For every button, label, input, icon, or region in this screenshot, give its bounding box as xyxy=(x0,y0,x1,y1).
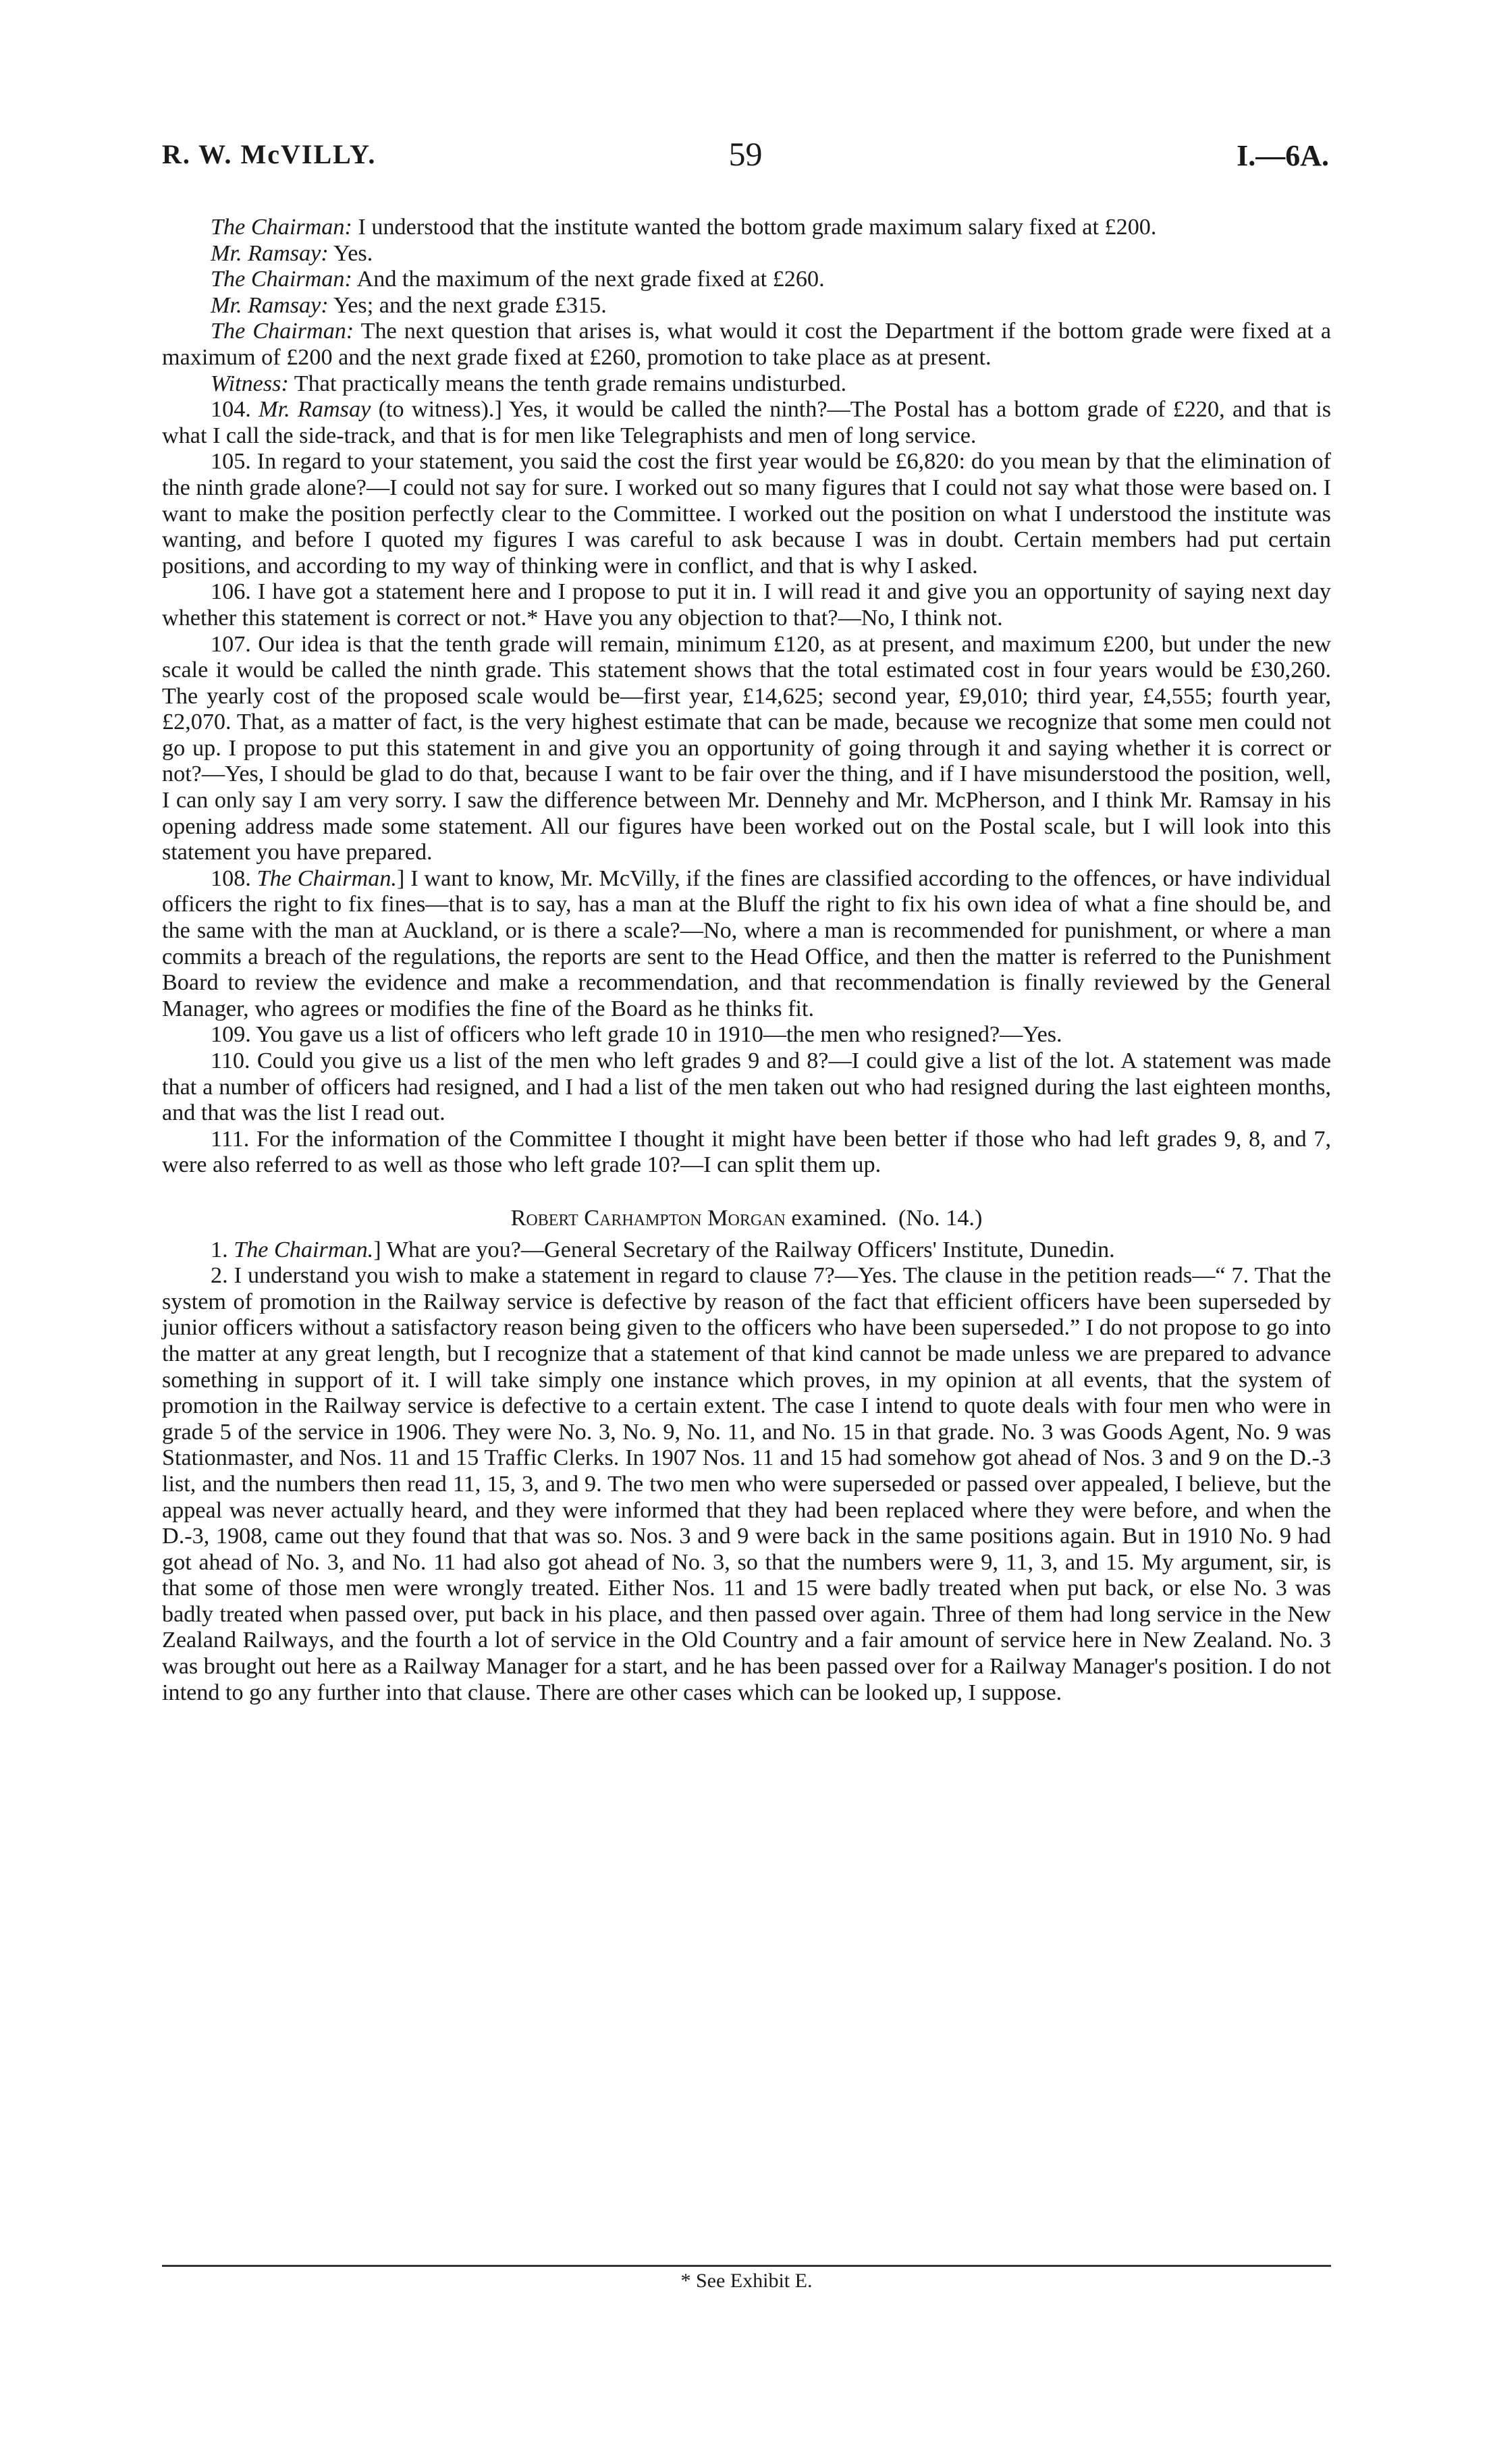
paragraph: 111. For the information of the Committee I thought it might have been better if those who had left grades 9, 8, and 7, were also referred to as well as those who left grade 10?—I can split them up. xyxy=(162,1126,1332,1178)
paragraph: 104. Mr. Ramsay (to witness).] Yes, it would be called the ninth?—The Postal has a bottom grade of £220, and that is what I call the side-track, and that is for men like Telegraphists and men of long service. xyxy=(162,397,1332,448)
paragraph: 110. Could you give us a list of the men who left grades 9 and 8?—I could give a list of the lot. A statement was made that a number of officers had resigned, and I had a list of the men taken out who had resigned during the last eighteen months, and that was the list I read out. xyxy=(162,1048,1332,1126)
paragraph: Mr. Ramsay: Yes. xyxy=(211,240,373,266)
paragraph: 2. I understand you wish to make a statement in regard to clause 7?—Yes. The clause in the petition reads—“ 7. That the system of promotion in the Railway service is defective by reason of the fact that efficient officers have been superseded by junior officers without a satisfactory reason being given to the officers who have been superseded.” I do not propose to go into the matter at any great length, but I recognize that a statement of that kind cannot be made unless we are prepared to advance something in support of it. I will take simply one instance which proves, in my opinion at all events, that the system of promotion in the Railway service is defective to a certain extent. The case I intend to quote deals with four men who were in grade 5 of the service in 1906. They were No. 3, No. 9, No. 11, and No. 15 in that grade. No. 3 was Goods Agent, No. 9 was Stationmaster, and Nos. 11 and 15 Traffic Clerks. In 1907 Nos. 11 and 15 had somehow got ahead of Nos. 3 and 9 on the D.-3 list, and the numbers then read 11, 15, 3, and 9. The two men who were superseded or passed over appealed, I believe, but the appeal was never actually heard, and they were informed that they had been replaced where they were before, and when the D.-3, 1908, came out they found that that was so. Nos. 3 and 9 were back in the same positions again. But in 1910 No. 9 had got ahead of No. 3, and No. 11 had also got ahead of No. 3, so that the numbers were 9, 11, 3, and 15. My argument, sir, is that some of those men were wrongly treated. Either Nos. 11 and 15 were badly treated when put back, or else No. 3 was badly treated when passed over, put back in his place, and then passed over again. Three of them had long service in the New Zealand Railways, and the fourth a lot of service in the Old Country and a fair amount of service here in New Zealand. No. 3 was brought out here as a Railway Manager for a start, and he has been passed over for a Railway Manager's position. I do not intend to go any further into that clause. There are other cases which can be looked up, I suppose. xyxy=(162,1263,1331,1705)
paragraph: Mr. Ramsay: Yes; and the next grade £315. xyxy=(211,292,607,318)
paragraph: 1. The Chairman.] What are you?—General Secretary of the Railway Officers' Institute, Dunedin. xyxy=(211,1237,1115,1262)
paragraph: 107. Our idea is that the tenth grade will remain, minimum £120, as at present, and maximum £200, but under the new scale it would be called the ninth grade. This statement shows that the total estimated cost in four years would be £30,260. The yearly cost of the proposed scale would be—first year, £14,625; second year, £9,010; third year, £4,555; fourth year, £2,070. That, as a matter of fact, is the very highest estimate that can be made, because we recognize that some men could not go up. I propose to put this statement in and give you an opportunity of going through it and saying whether it is correct or not?—Yes, I should be glad to do that, because I want to be fair over the thing, and if I have misunderstood the position, well, I can only say I am very sorry. I saw the difference between Mr. Dennehy and Mr. McPherson, and I think Mr. Ramsay in his opening address made some statement. All our figures have been worked out on the Postal scale, but I will look into this statement you have prepared. xyxy=(162,631,1331,865)
paragraph: The Chairman: I understood that the institute wanted the bottom grade maximum salary fixed at £200. xyxy=(211,215,1157,240)
running-head-right: I.—6A. xyxy=(1237,139,1329,172)
running-head-left: R. W. McVILLY. xyxy=(162,139,377,169)
paragraph: Witness: That practically means the tenth grade remains undisturbed. xyxy=(211,371,847,396)
paragraph: The Chairman: And the maximum of the next grade fixed at £260. xyxy=(211,267,825,292)
paragraph: 108. The Chairman.] I want to know, Mr. McVilly, if the fines are classified according to the offences, or have individual officers the right to fix fines—that is to say, has a man at the Bluff the right to fix his own idea of what a fine should be, and the same with the man at Auckland, or is there a scale?—No, where a man is recommended for punishment, or where a man commits a breach of the regulations, the reports are sent to the Head Office, and then the matter is referred to the Punishment Board to review the evidence and make a recommendation, and that recommendation is finally reviewed by the General Manager, who agrees or modifies the fine of the Board as he thinks fit. xyxy=(162,865,1331,1021)
page-header xyxy=(162,135,1329,179)
page-number: 59 xyxy=(728,135,763,173)
footnote-rule xyxy=(162,2265,1331,2267)
section-heading: Robert Carhampton Morgan examined. (No. 14.) xyxy=(510,1205,983,1231)
paragraph: 106. I have got a statement here and I propose to put it in. I will read it and give you an opportunity of saying next day whether this statement is correct or not.* Have you any objection to that?—No, I think not. xyxy=(162,579,1332,631)
paragraph: 109. You gave us a list of officers who left grade 10 in 1910—the men who resigned?—Yes. xyxy=(211,1022,1062,1048)
paragraph: The Chairman: The next question that arises is, what would it cost the Department if the bottom grade were fixed at a maximum of £200 and the next grade fixed at £260, promotion to take place as at present. xyxy=(162,319,1332,370)
paragraph: 105. In regard to your statement, you said the cost the first year would be £6,820: do you mean by that the elimination of the ninth grade alone?—I could not say for sure. I worked out so many figures that I could not say what those were based on. I want to make the position perfectly clear to the Committee. I worked out the position on what I understood the institute was wanting, and before I quoted my figures I was careful to ask because I was in doubt. Certain members had put certain positions, and according to my way of thinking were in conflict, and that is why I asked. xyxy=(162,449,1331,579)
body-text xyxy=(162,215,1331,1706)
footnote: * See Exhibit E. xyxy=(680,2270,813,2292)
